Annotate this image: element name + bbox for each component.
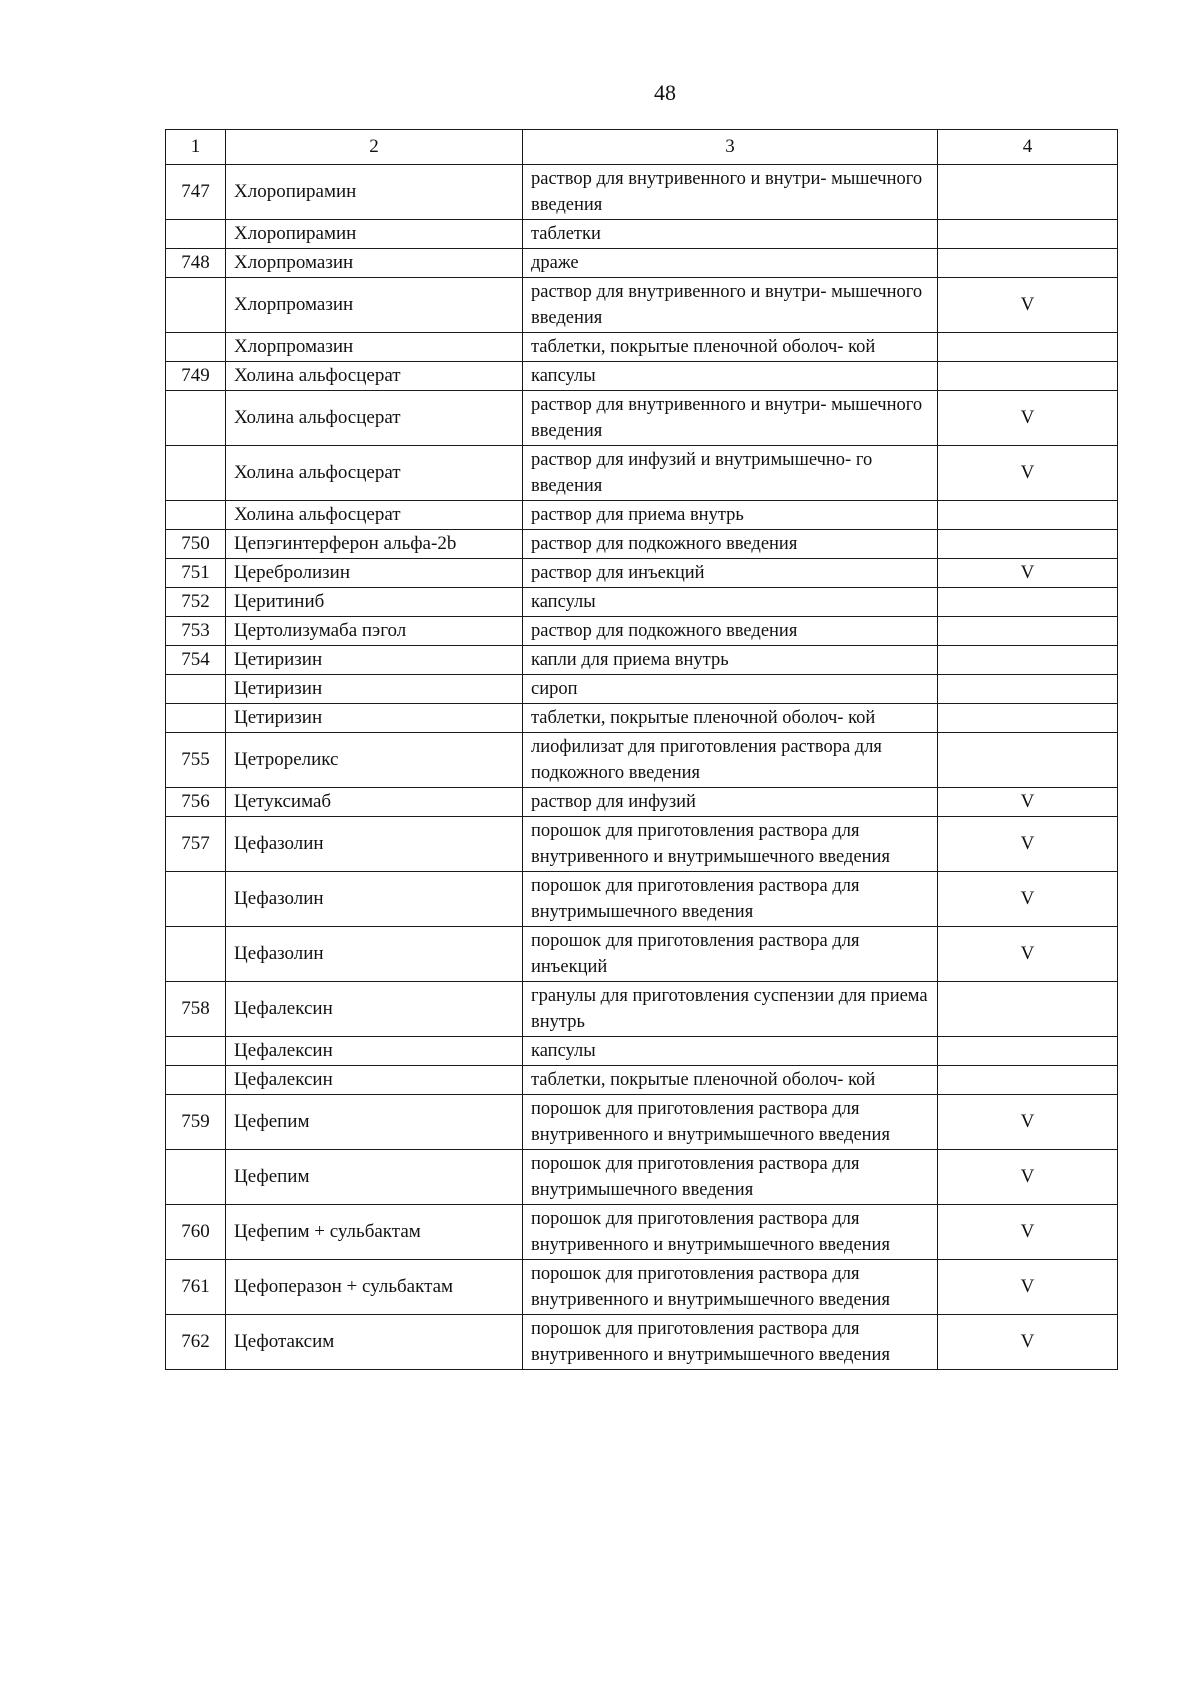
drug-name: Цетиризин xyxy=(226,646,523,675)
page-number: 48 xyxy=(654,80,676,105)
drug-name: Цепэгинтерферон альфа-2b xyxy=(226,530,523,559)
table-row xyxy=(166,1066,1118,1095)
mark-cell xyxy=(938,733,1118,788)
table-row xyxy=(166,788,1118,817)
mark-cell: V xyxy=(938,1205,1118,1260)
mark-cell xyxy=(938,646,1118,675)
drug-name: Холина альфосцерат xyxy=(226,362,523,391)
mark-cell: V xyxy=(938,872,1118,927)
drug-name: Хлоропирамин xyxy=(226,220,523,249)
drug-name: Хлорпромазин xyxy=(226,249,523,278)
drug-name: Цетиризин xyxy=(226,704,523,733)
table-row xyxy=(166,588,1118,617)
drug-name: Цертолизумаба пэгол xyxy=(226,617,523,646)
row-number xyxy=(166,872,226,927)
dosage-form: раствор для подкожного введения xyxy=(523,530,938,559)
table-row xyxy=(166,1095,1118,1150)
dosage-form: драже xyxy=(523,249,938,278)
dosage-form: капсулы xyxy=(523,1037,938,1066)
row-number: 759 xyxy=(166,1095,226,1150)
table-row xyxy=(166,446,1118,501)
table-row xyxy=(166,704,1118,733)
dosage-form: раствор для инфузий xyxy=(523,788,938,817)
drug-name: Цетрореликс xyxy=(226,733,523,788)
dosage-form: порошок для приготовления раствора для внутривенного и внутримышечного введения xyxy=(523,1260,938,1315)
row-number xyxy=(166,1150,226,1205)
row-number xyxy=(166,220,226,249)
mark-cell: V xyxy=(938,1095,1118,1150)
mark-cell: V xyxy=(938,559,1118,588)
row-number xyxy=(166,704,226,733)
table-row xyxy=(166,249,1118,278)
dosage-form: таблетки, покрытые пленочной оболоч- кой xyxy=(523,704,938,733)
dosage-form: капсулы xyxy=(523,588,938,617)
table-row xyxy=(166,1037,1118,1066)
dosage-form: порошок для приготовления раствора для внутривенного и внутримышечного введения xyxy=(523,1315,938,1370)
table-row xyxy=(166,646,1118,675)
drug-name: Цефазолин xyxy=(226,927,523,982)
row-number xyxy=(166,675,226,704)
drug-name: Цефепим xyxy=(226,1150,523,1205)
row-number: 754 xyxy=(166,646,226,675)
header-col-4: 4 xyxy=(938,130,1118,165)
table-row xyxy=(166,278,1118,333)
table-row xyxy=(166,927,1118,982)
table-row xyxy=(166,982,1118,1037)
table-row xyxy=(166,872,1118,927)
table-row xyxy=(166,733,1118,788)
mark-cell xyxy=(938,249,1118,278)
row-number: 752 xyxy=(166,588,226,617)
drug-name: Холина альфосцерат xyxy=(226,446,523,501)
table-row xyxy=(166,501,1118,530)
table-row xyxy=(166,530,1118,559)
row-number: 758 xyxy=(166,982,226,1037)
drug-name: Цефепим + сульбактам xyxy=(226,1205,523,1260)
table-row xyxy=(166,617,1118,646)
medicines-table xyxy=(165,129,1118,1370)
dosage-form: гранулы для приготовления суспензии для приема внутрь xyxy=(523,982,938,1037)
drug-name: Цефазолин xyxy=(226,817,523,872)
dosage-form: раствор для внутривенного и внутри- мышечного введения xyxy=(523,278,938,333)
table-row xyxy=(166,333,1118,362)
drug-name: Холина альфосцерат xyxy=(226,501,523,530)
drug-name: Цетуксимаб xyxy=(226,788,523,817)
table-row xyxy=(166,1205,1118,1260)
row-number: 748 xyxy=(166,249,226,278)
drug-name: Цефалексин xyxy=(226,1037,523,1066)
table-row xyxy=(166,391,1118,446)
mark-cell xyxy=(938,1037,1118,1066)
dosage-form: порошок для приготовления раствора для внутривенного и внутримышечного введения xyxy=(523,1095,938,1150)
dosage-form: порошок для приготовления раствора для инъекций xyxy=(523,927,938,982)
row-number xyxy=(166,278,226,333)
row-number: 755 xyxy=(166,733,226,788)
dosage-form: порошок для приготовления раствора для внутримышечного введения xyxy=(523,872,938,927)
mark-cell xyxy=(938,333,1118,362)
mark-cell xyxy=(938,362,1118,391)
header-col-3: 3 xyxy=(523,130,938,165)
mark-cell xyxy=(938,675,1118,704)
mark-cell: V xyxy=(938,788,1118,817)
drug-name: Хлоропирамин xyxy=(226,165,523,220)
dosage-form: порошок для приготовления раствора для внутривенного и внутримышечного введения xyxy=(523,1205,938,1260)
mark-cell xyxy=(938,220,1118,249)
drug-name: Хлорпромазин xyxy=(226,333,523,362)
dosage-form: капсулы xyxy=(523,362,938,391)
mark-cell xyxy=(938,530,1118,559)
dosage-form: сироп xyxy=(523,675,938,704)
dosage-form: раствор для внутривенного и внутри- мышечного введения xyxy=(523,165,938,220)
drug-name: Холина альфосцерат xyxy=(226,391,523,446)
header-col-2: 2 xyxy=(226,130,523,165)
dosage-form: капли для приема внутрь xyxy=(523,646,938,675)
mark-cell xyxy=(938,617,1118,646)
row-number: 757 xyxy=(166,817,226,872)
mark-cell: V xyxy=(938,1315,1118,1370)
dosage-form: раствор для подкожного введения xyxy=(523,617,938,646)
table-body xyxy=(166,165,1118,1370)
row-number: 749 xyxy=(166,362,226,391)
dosage-form: порошок для приготовления раствора для внутримышечного введения xyxy=(523,1150,938,1205)
drug-name: Цефалексин xyxy=(226,1066,523,1095)
header-row xyxy=(166,130,1118,165)
row-number: 761 xyxy=(166,1260,226,1315)
row-number: 760 xyxy=(166,1205,226,1260)
table-row xyxy=(166,362,1118,391)
mark-cell: V xyxy=(938,391,1118,446)
row-number xyxy=(166,333,226,362)
row-number: 756 xyxy=(166,788,226,817)
dosage-form: таблетки xyxy=(523,220,938,249)
dosage-form: таблетки, покрытые пленочной оболоч- кой xyxy=(523,1066,938,1095)
dosage-form: таблетки, покрытые пленочной оболоч- кой xyxy=(523,333,938,362)
drug-name: Цефазолин xyxy=(226,872,523,927)
mark-cell xyxy=(938,982,1118,1037)
table-row xyxy=(166,675,1118,704)
dosage-form: порошок для приготовления раствора для внутривенного и внутримышечного введения xyxy=(523,817,938,872)
mark-cell: V xyxy=(938,278,1118,333)
table-row xyxy=(166,165,1118,220)
mark-cell xyxy=(938,704,1118,733)
table-row xyxy=(166,220,1118,249)
dosage-form: раствор для приема внутрь xyxy=(523,501,938,530)
row-number: 747 xyxy=(166,165,226,220)
table-row xyxy=(166,817,1118,872)
mark-cell: V xyxy=(938,1150,1118,1205)
row-number xyxy=(166,927,226,982)
dosage-form: раствор для внутривенного и внутри- мышечного введения xyxy=(523,391,938,446)
row-number: 750 xyxy=(166,530,226,559)
row-number xyxy=(166,446,226,501)
header-col-1: 1 xyxy=(166,130,226,165)
dosage-form: раствор для инъекций xyxy=(523,559,938,588)
dosage-form: раствор для инфузий и внутримышечно- го введения xyxy=(523,446,938,501)
mark-cell xyxy=(938,165,1118,220)
table-row xyxy=(166,1260,1118,1315)
mark-cell xyxy=(938,588,1118,617)
drug-name: Цетиризин xyxy=(226,675,523,704)
dosage-form: лиофилизат для приготовления раствора для подкожного введения xyxy=(523,733,938,788)
table-row xyxy=(166,1315,1118,1370)
row-number xyxy=(166,1066,226,1095)
row-number xyxy=(166,391,226,446)
table-row xyxy=(166,1150,1118,1205)
row-number xyxy=(166,501,226,530)
drug-name: Хлорпромазин xyxy=(226,278,523,333)
mark-cell: V xyxy=(938,817,1118,872)
drug-name: Цефотаксим xyxy=(226,1315,523,1370)
mark-cell: V xyxy=(938,1260,1118,1315)
mark-cell: V xyxy=(938,446,1118,501)
drug-name: Цефепим xyxy=(226,1095,523,1150)
drug-name: Цефоперазон + сульбактам xyxy=(226,1260,523,1315)
mark-cell xyxy=(938,1066,1118,1095)
drug-name: Цефалексин xyxy=(226,982,523,1037)
drug-name: Церитиниб xyxy=(226,588,523,617)
row-number: 751 xyxy=(166,559,226,588)
mark-cell xyxy=(938,501,1118,530)
row-number: 762 xyxy=(166,1315,226,1370)
row-number: 753 xyxy=(166,617,226,646)
row-number xyxy=(166,1037,226,1066)
table-row xyxy=(166,559,1118,588)
drug-name: Церебролизин xyxy=(226,559,523,588)
mark-cell: V xyxy=(938,927,1118,982)
